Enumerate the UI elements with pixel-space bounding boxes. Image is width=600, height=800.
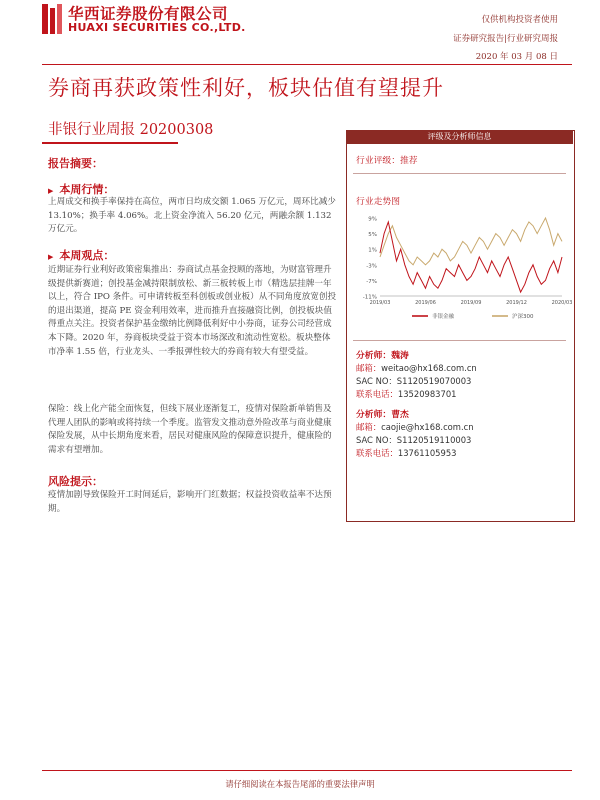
weekly-view-heading [48,247,114,263]
x-tick-label: 2019/09 [460,300,482,306]
huaxi-logo-icon [42,4,62,34]
footer-divider [42,770,572,771]
y-tick-label: 1% [368,247,377,254]
audience-notice: 仅供机构投资者使用 [481,15,558,25]
x-tick-label: 2019/12 [506,300,527,306]
email-key: 邮箱： [356,422,382,432]
company-name-cn: 华西证券股份有限公司 [68,5,229,23]
legal-notice-footer: 请仔细阅读在本报告尾部的重要法律声明 [225,779,375,789]
industry-rating: 行业评级：推荐 [356,156,418,166]
analyst-phone-row [356,388,457,400]
report-subtitle: 非银行业周报 20200308 [48,122,214,138]
series-line [380,218,562,265]
sidebar-divider [353,340,566,341]
analyst-email-row [356,362,477,374]
report-date: 2020 年 03 月 08 日 [475,52,558,62]
risk-text: 疫情加剧导致保险开工时间延后，影响开门红数据；权益投资收益率不达预期。 [48,490,332,514]
sidebar-divider [353,173,566,174]
summary-heading: 报告摘要： [48,157,103,170]
analyst-email-row [356,421,474,433]
weekly-view-paragraph-1: 近期证券行业利好政策密集推出：券商试点基金投顾的落地，为财富管理升级提供新赛道；创投基金减持限制放松、新三板转板上市（精选层挂牌一年以上，符合 IPO 条件。可申请转板至科创板或创业板）从不同角度放宽创投的退出渠道，提高 PE 资金利用效率，进而推升直接融资比例，创投板块值得重点关注。投资者保护基金缴纳比例降低利好中小券商，证券公司经营成本下降。2020 年，券商板块受益于资本市场深改和流动性宽松。板块整体市净率 1.55 倍，行业龙头、一季报弹性较大的券商有较大有望受益。 [48,265,337,357]
analyst-sac: SAC NO：S1120519070003 [356,376,472,386]
analyst-email[interactable]: caojie@hx168.com.cn [381,422,474,432]
analyst-phone: 13761105953 [397,448,457,458]
y-tick-label: 9% [368,216,377,223]
chart-label: 行业走势图 [356,197,400,207]
triangle-bullet-icon: ▶ [48,252,54,261]
header-divider [42,64,572,65]
weekly-market-heading [48,181,114,197]
analyst-name: 分析师：魏涛 [356,351,409,361]
y-tick-label: 5% [368,232,377,239]
analyst-email[interactable]: weitao@hx168.com.cn [381,363,477,373]
sidebar-header: 评级及分析师信息 [346,130,573,144]
weekly-view-paragraph-2: 保险：线上化产能全面恢复，但线下展业逐渐复工，疫情对保险新单销售及代理人团队的影响或将持续一个季度。监管发文推动意外险改革与商业健康保险发展，从中长期角度来看，居民对健康风险的保障意识提升，健康险的需求有望增加。 [48,404,332,455]
x-tick-label: 2019/03 [369,300,391,306]
weekly-view-label: 本周观点： [59,249,115,262]
report-title: 券商再获政策性利好，板块估值有望提升 [48,76,444,100]
x-tick-label: 2019/06 [415,300,436,306]
y-tick-label: -3% [366,263,377,270]
phone-key: 联系电话： [356,448,398,458]
y-tick-label: -7% [366,278,377,285]
analyst-name: 分析师：曹杰 [356,410,409,420]
industry-trend-chart [356,212,573,332]
legend-label: 沪深300 [512,314,534,320]
phone-key: 联系电话： [356,389,398,399]
analyst-sac: SAC NO：S1120519110003 [356,435,472,445]
weekly-market-text: 上周成交和换手率保持在高位，两市日均成交额 1.065 万亿元，周环比减少 13.10%；换手率 4.06%。北上资金净流入 56.20 亿元，两融余额 1.132 万亿元。 [48,197,336,235]
legend-label: 非银金融 [432,314,455,320]
risk-heading: 风险提示： [48,475,103,488]
analyst-phone-row [356,447,457,459]
subtitle-underline [42,142,178,144]
chart-svg [356,212,573,332]
company-name-en: HUAXI SECURITIES CO.,LTD. [68,21,246,34]
report-type: 证券研究报告|行业研究周报 [453,34,558,44]
email-key: 邮箱： [356,363,382,373]
analyst-phone: 13520983701 [397,389,457,399]
weekly-market-label: 本周行情： [59,183,115,196]
y-tick-label: -11% [362,294,377,301]
triangle-bullet-icon: ▶ [48,186,54,195]
x-tick-label: 2020/03 [551,300,573,306]
